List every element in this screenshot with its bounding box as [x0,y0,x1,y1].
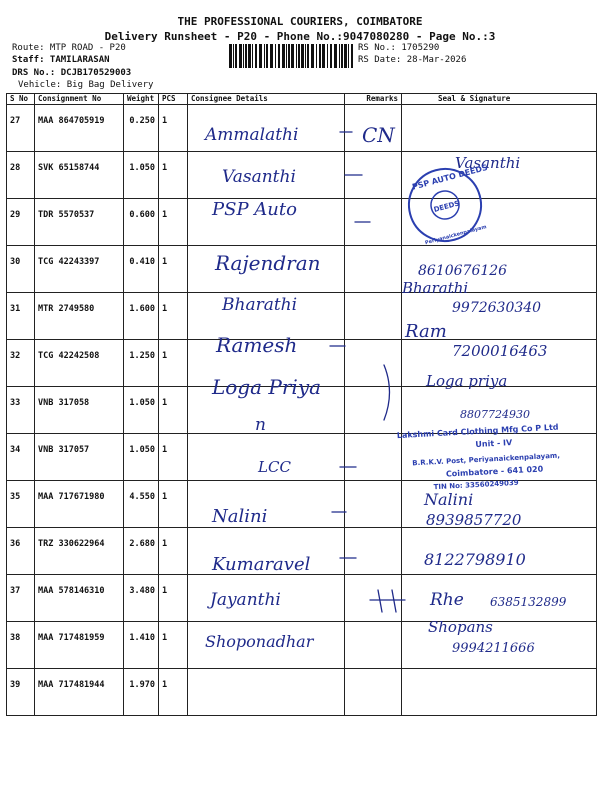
col-pcs: PCS [159,94,188,105]
lakshmi-stamp-unit: Unit - IV [475,438,513,450]
hw-name-31: Bharathi [222,295,298,315]
rs-number: RS No.: 1705290 [358,43,440,53]
cell-sno: 38 [7,622,35,669]
cell-consignment: MAA 717671980 [35,481,124,528]
cell-consignment: VNB 317057 [35,434,124,481]
hw-sign-38: Rhe [430,590,464,610]
col-remarks: Remarks [345,94,402,105]
cell-remarks [345,434,402,481]
runsheet-subtitle: Delivery Runsheet - P20 - Phone No.:9047080280 - Page No.:3 [104,30,496,43]
hw-phone-32: 7200016463 [452,342,548,360]
cell-sno: 31 [7,293,35,340]
cell-remarks [345,152,402,199]
hw-name-33: Loga Priya [212,375,322,399]
cell-weight: 1.050 [124,152,159,199]
hw-phone-31: 9972630340 [452,300,542,316]
table-row [7,105,597,152]
cell-weight: 0.600 [124,199,159,246]
table-row [7,575,597,622]
lakshmi-stamp-city: Coimbatore - 641 020 [445,464,544,479]
cell-consignee [188,387,345,434]
cell-pcs: 1 [159,622,188,669]
table-row [7,199,597,246]
cell-seal [402,575,597,622]
cell-consignment: TDR 5570537 [35,199,124,246]
table-row [7,152,597,199]
cell-weight: 1.250 [124,340,159,387]
cell-consignee [188,434,345,481]
cell-pcs: 1 [159,105,188,152]
cell-seal [402,105,597,152]
cell-pcs: 1 [159,199,188,246]
hw-phone-39: 9994211666 [452,641,535,656]
cell-sno: 34 [7,434,35,481]
hw-sign-39: Shopans [428,618,493,636]
cell-sno: 32 [7,340,35,387]
cell-pcs: 1 [159,293,188,340]
cell-sno: 37 [7,575,35,622]
cell-weight: 1.970 [124,669,159,716]
hw-sign-36: Nalini [424,490,474,509]
col-consignee: Consignee Details [188,94,345,105]
cell-pcs: 1 [159,434,188,481]
cell-sno: 28 [7,152,35,199]
cell-remarks [345,293,402,340]
cell-pcs: 1 [159,669,188,716]
cell-weight: 1.050 [124,387,159,434]
cell-consignment: SVK 65158744 [35,152,124,199]
hw-phone-34: 8807724930 [460,408,530,421]
cell-seal [402,434,597,481]
hw-phone-30: 8610676126 [418,263,508,279]
cell-remarks [345,199,402,246]
cell-seal [402,293,597,340]
hw-sign-28: Vasanthi [455,154,521,172]
cell-sno: 35 [7,481,35,528]
cell-consignee [188,340,345,387]
table-row [7,669,597,716]
cell-consignee [188,293,345,340]
cell-remarks [345,340,402,387]
cell-consignment: MAA 578146310 [35,575,124,622]
cell-consignee [188,528,345,575]
hw-name-30: Rajendran [215,251,321,275]
hw-name-32: Ramesh [216,333,298,357]
cell-seal [402,387,597,434]
cell-consignee [188,481,345,528]
cell-seal [402,246,597,293]
lakshmi-stamp-address: B.R.K.V. Post, Periyanaickenpalayam, [412,451,561,468]
hw-phone-37: 8122798910 [424,550,526,569]
cell-consignee [188,105,345,152]
col-weight: Weight [124,94,159,105]
cell-consignee [188,622,345,669]
cell-sno: 36 [7,528,35,575]
cell-pcs: 1 [159,575,188,622]
cell-consignee [188,669,345,716]
cell-weight: 1.600 [124,293,159,340]
cell-pcs: 1 [159,387,188,434]
cell-remarks [345,105,402,152]
lakshmi-stamp-tin: TIN No: 33560249039 [433,478,519,492]
cell-consignment: TRZ 330622964 [35,528,124,575]
cell-consignment: TCG 42243397 [35,246,124,293]
table-row [7,387,597,434]
hw-remark-27: CN [362,123,395,147]
table-row [7,246,597,293]
cell-sno: 27 [7,105,35,152]
hw-name-29: PSP Auto [212,199,297,220]
cell-weight: 0.410 [124,246,159,293]
cell-pcs: 1 [159,246,188,293]
hw-sign-33: Loga priya [426,372,508,390]
cell-consignee [188,152,345,199]
cell-consignment: MTR 2749580 [35,293,124,340]
table-row [7,481,597,528]
psp-stamp-side: Periyanaickenpalayam [424,224,488,247]
cell-remarks [345,246,402,293]
cell-weight: 1.050 [124,434,159,481]
cell-consignee [188,246,345,293]
hw-phone-38: 6385132899 [490,595,567,609]
cell-remarks [345,528,402,575]
cell-seal [402,622,597,669]
hw-name-28: Vasanthi [222,167,296,187]
table-row [7,528,597,575]
route-label: Route: MTP ROAD - P20 [12,43,126,53]
cell-seal [402,669,597,716]
cell-remarks [345,669,402,716]
cell-consignee [188,575,345,622]
cell-seal [402,478,597,528]
col-sno: S No [7,94,35,105]
cell-seal [402,199,597,246]
drs-label: DRS No.: DCJB170529003 [12,68,132,78]
cell-consignee [188,199,345,246]
barcode-icon [229,44,355,68]
cell-remarks [345,575,402,622]
cell-consignment: MAA 717481959 [35,622,124,669]
cell-sno: 39 [7,669,35,716]
cell-seal [402,152,597,199]
psp-stamp-center: DEEDS [432,199,461,214]
hw-name-27: Ammalathi [205,125,299,145]
cell-weight: 3.480 [124,575,159,622]
cell-sno: 30 [7,246,35,293]
hw-phone-36: 8939857720 [426,511,522,529]
hw-name-34: n [255,415,266,435]
hw-name-38: Jayanthi [210,590,281,610]
cell-pcs: 1 [159,528,188,575]
col-consignment: Consignment No [35,94,124,105]
hw-sign-31: Bharathi [402,279,469,297]
cell-sno: 29 [7,199,35,246]
cell-seal [402,340,597,387]
hw-name-37: Kumaravel [212,554,311,575]
company-title: THE PROFESSIONAL COURIERS, COIMBATORE [177,15,423,28]
hw-name-39: Shoponadhar [205,632,314,651]
rs-date: RS Date: 28-Mar-2026 [358,55,467,65]
cell-consignment: VNB 317058 [35,387,124,434]
cell-remarks [345,481,402,528]
cell-weight: 2.680 [124,528,159,575]
table-row [7,622,597,669]
cell-consignment: MAA 864705919 [35,105,124,152]
cell-remarks [345,387,402,434]
hw-sign-32: Ram [405,321,447,342]
table-row [7,434,597,481]
cell-weight: 4.550 [124,481,159,528]
cell-pcs: 1 [159,152,188,199]
vehicle-label: Vehicle: Big Bag Delivery [18,80,154,90]
table-header-row [7,94,597,105]
cell-pcs: 1 [159,481,188,528]
runsheet-table [6,93,597,716]
cell-remarks [345,622,402,669]
cell-consignment: TCG 42242508 [35,340,124,387]
cell-weight: 0.250 [124,105,159,152]
psp-stamp-ring: PSP AUTO DEEDS [411,162,489,192]
cell-pcs: 1 [159,340,188,387]
staff-label: Staff: TAMILARASAN [12,55,110,65]
hw-name-35: LCC [258,458,291,476]
cell-sno: 33 [7,387,35,434]
hw-name-36: Nalini [212,506,268,527]
cell-seal [402,528,597,575]
table-row [7,340,597,387]
table-row [7,293,597,340]
cell-consignment: MAA 717481944 [35,669,124,716]
cell-weight: 1.410 [124,622,159,669]
col-seal: Seal & Signature [402,94,597,105]
lakshmi-stamp-name: Lakshmi Card Clothing Mfg Co P Ltd [396,422,559,441]
